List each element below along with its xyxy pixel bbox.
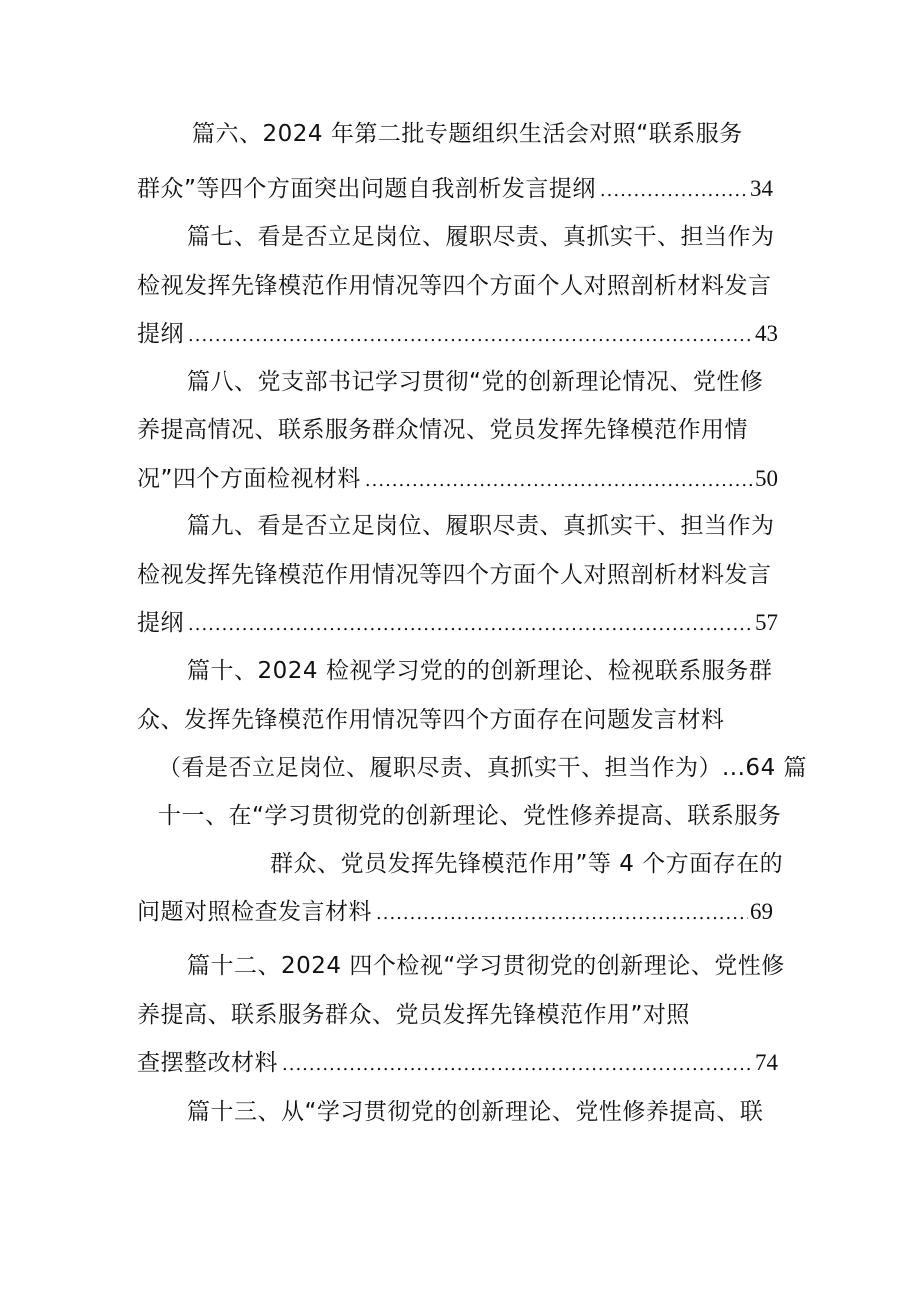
- toc-entry-12-line-1: 篇十二、2024 四个检视“学习贯彻党的创新理论、党性修: [187, 953, 785, 979]
- toc-entry-10-line-1: 篇十、2024 检视学习党的的创新理论、检视联系服务群: [187, 658, 773, 684]
- toc-entry-8-page-number: 50: [755, 466, 778, 491]
- toc-entry-8-line-2: 养提高情况、联系服务群众情况、党员发挥先锋模范作用情: [137, 417, 748, 443]
- toc-entry-11-line-2: 群众、党员发挥先锋模范作用”等 4 个方面存在的: [270, 851, 784, 877]
- toc-entry-8-line-1: 篇八、党支部书记学习贯彻“党的创新理论情况、党性修: [187, 369, 764, 395]
- toc-entry-9-line-1: 篇九、看是否立足岗位、履职尽责、真抓实干、担当作为: [187, 513, 775, 539]
- dot-leader: [365, 463, 753, 499]
- toc-entry-7-page-number: 43: [755, 321, 778, 346]
- toc-entry-8-line-3[interactable]: [137, 461, 778, 497]
- toc-entry-11-page-number: 69: [750, 899, 773, 924]
- toc-entry-6-title-end: 群众”等四个方面突出问题自我剖析发言提纲: [137, 176, 596, 202]
- toc-entry-6-line-1: 篇六、2024 年第二批专题组织生活会对照“联系服务: [192, 121, 743, 147]
- toc-entry-6-line-2[interactable]: [137, 171, 773, 207]
- toc-entry-9-line-2: 检视发挥先锋模范作用情况等四个方面个人对照剖析材料发言: [137, 562, 772, 588]
- toc-entry-11-line-1: 十一、在“学习贯彻党的创新理论、党性修养提高、联系服务: [158, 803, 782, 829]
- toc-entry-12-line-3[interactable]: [137, 1045, 778, 1081]
- toc-entry-7-title-end: 提纲: [137, 321, 184, 347]
- toc-entry-12-line-2: 养提高、联系服务群众、党员发挥先锋模范作用”对照: [137, 1002, 690, 1028]
- toc-entry-8-title-end: 况”四个方面检视材料: [137, 466, 361, 492]
- toc-entry-12-page-number: 74: [755, 1050, 778, 1075]
- dot-leader: [188, 607, 753, 643]
- toc-entry-11-title-end: 问题对照检查发言材料: [137, 899, 372, 925]
- toc-entry-7-line-1: 篇七、看是否立足岗位、履职尽责、真抓实干、担当作为: [187, 224, 775, 250]
- toc-entry-10-line-3[interactable]: （看是否立足岗位、履职尽责、真抓实干、担当作为）...64 篇: [158, 755, 808, 781]
- toc-entry-13-line-1[interactable]: 篇十三、从“学习贯彻党的创新理论、党性修养提高、联: [187, 1099, 764, 1125]
- dot-leader: [282, 1047, 753, 1083]
- dot-leader: [376, 896, 748, 932]
- toc-entry-10-line-2: 众、发挥先锋模范作用情况等四个方面存在问题发言材料: [137, 707, 725, 733]
- toc-entry-12-title-end: 查摆整改材料: [137, 1050, 278, 1076]
- dot-leader: [600, 173, 748, 209]
- toc-entry-9-page-number: 57: [755, 610, 778, 635]
- dot-leader: [188, 318, 753, 354]
- toc-entry-7-line-2: 检视发挥先锋模范作用情况等四个方面个人对照剖析材料发言: [137, 273, 772, 299]
- toc-entry-9-line-3[interactable]: [137, 605, 778, 641]
- toc-entry-11-line-3[interactable]: [137, 894, 773, 930]
- toc-entry-6-page-number: 34: [750, 176, 773, 201]
- toc-entry-9-title-end: 提纲: [137, 610, 184, 636]
- toc-entry-7-line-3[interactable]: [137, 316, 778, 352]
